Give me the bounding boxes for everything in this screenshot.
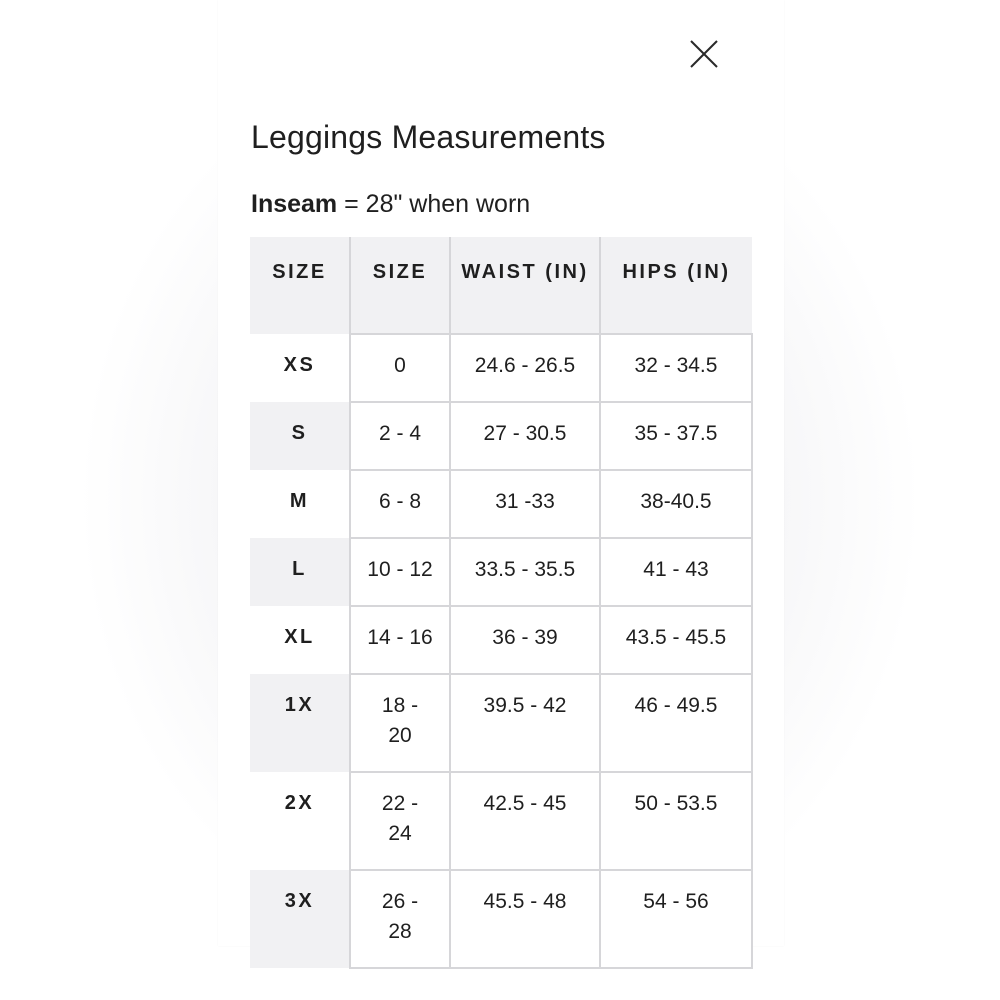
size-table bbox=[250, 237, 753, 969]
waist-cell: 39.5 - 42 bbox=[450, 674, 600, 772]
hips-cell: 50 - 53.5 bbox=[600, 772, 752, 870]
size-number-cell: 22 - 24 bbox=[350, 772, 450, 870]
header-hips: HIPS (IN) bbox=[600, 237, 752, 334]
hips-cell: 43.5 - 45.5 bbox=[600, 606, 752, 674]
table-row bbox=[250, 772, 752, 870]
size-letter-cell: 2X bbox=[250, 772, 350, 870]
close-icon bbox=[688, 38, 720, 70]
size-letter-cell: XS bbox=[250, 334, 350, 402]
table-row bbox=[250, 470, 752, 538]
table-row bbox=[250, 538, 752, 606]
hips-cell: 35 - 37.5 bbox=[600, 402, 752, 470]
hips-cell: 54 - 56 bbox=[600, 870, 752, 968]
size-number-cell: 0 bbox=[350, 334, 450, 402]
size-letter-cell: 1X bbox=[250, 674, 350, 772]
hips-cell: 38-40.5 bbox=[600, 470, 752, 538]
size-number-cell: 10 - 12 bbox=[350, 538, 450, 606]
table-row bbox=[250, 402, 752, 470]
size-letter-cell: L bbox=[250, 538, 350, 606]
waist-cell: 42.5 - 45 bbox=[450, 772, 600, 870]
size-number-cell: 2 - 4 bbox=[350, 402, 450, 470]
size-letter-cell: XL bbox=[250, 606, 350, 674]
waist-cell: 24.6 - 26.5 bbox=[450, 334, 600, 402]
waist-cell: 36 - 39 bbox=[450, 606, 600, 674]
header-size-number: SIZE bbox=[350, 237, 450, 334]
size-number-cell: 18 - 20 bbox=[350, 674, 450, 772]
waist-cell: 33.5 - 35.5 bbox=[450, 538, 600, 606]
header-waist: WAIST (IN) bbox=[450, 237, 600, 334]
modal-title: Leggings Measurements bbox=[251, 119, 606, 155]
size-letter-cell: 3X bbox=[250, 870, 350, 968]
table-row bbox=[250, 674, 752, 772]
inseam-note bbox=[251, 190, 530, 219]
size-table-container[interactable] bbox=[250, 237, 752, 943]
waist-cell: 45.5 - 48 bbox=[450, 870, 600, 968]
size-letter-cell: S bbox=[250, 402, 350, 470]
hips-cell: 32 - 34.5 bbox=[600, 334, 752, 402]
table-row bbox=[250, 606, 752, 674]
size-number-cell: 6 - 8 bbox=[350, 470, 450, 538]
close-button[interactable] bbox=[688, 38, 720, 70]
header-size-letter: SIZE bbox=[250, 237, 350, 334]
size-chart-modal bbox=[218, 0, 784, 946]
hips-cell: 41 - 43 bbox=[600, 538, 752, 606]
inseam-value: = 28" when worn bbox=[337, 190, 531, 218]
table-row bbox=[250, 870, 752, 968]
hips-cell: 46 - 49.5 bbox=[600, 674, 752, 772]
size-number-cell: 26 - 28 bbox=[350, 870, 450, 968]
table-header-row bbox=[250, 237, 752, 334]
waist-cell: 27 - 30.5 bbox=[450, 402, 600, 470]
size-letter-cell: M bbox=[250, 470, 350, 538]
size-number-cell: 14 - 16 bbox=[350, 606, 450, 674]
table-row bbox=[250, 334, 752, 402]
waist-cell: 31 -33 bbox=[450, 470, 600, 538]
inseam-label: Inseam bbox=[251, 190, 338, 218]
